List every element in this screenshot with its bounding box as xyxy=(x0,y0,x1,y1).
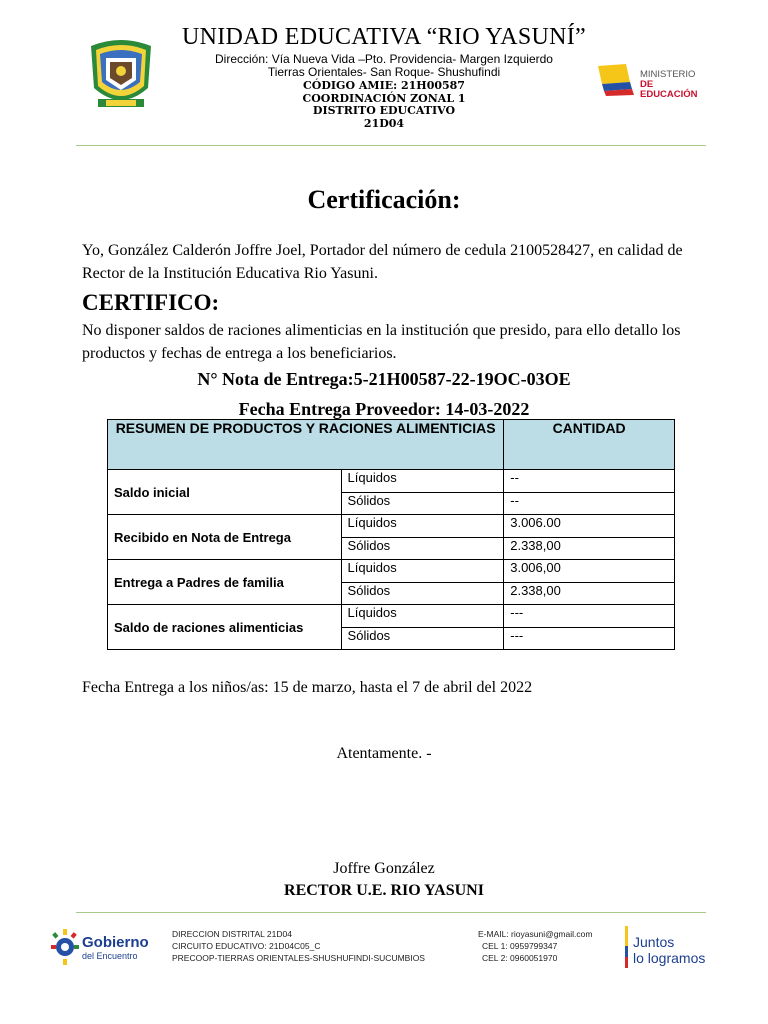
coordination-zone: COORDINACIÓN ZONAL 1 xyxy=(302,92,466,105)
products-header: RESUMEN DE PRODUCTOS Y RACIONES ALIMENTICIAS xyxy=(108,420,504,470)
gobierno-label: Gobierno xyxy=(82,934,149,951)
intro-paragraph: Yo, González Calderón Joffre Joel, Portador del número de cedula 2100528427, en calidad de Rector de la Institución Educativa Rio Yasuni. xyxy=(82,242,683,282)
header-divider xyxy=(76,145,706,146)
solidos-label: Sólidos xyxy=(341,627,504,650)
district-label: DISTRITO EDUCATIVO xyxy=(312,104,456,117)
gobierno-del-encuentro-logo xyxy=(50,925,154,969)
footer-district-info xyxy=(172,928,425,964)
school-crest-logo xyxy=(86,36,156,114)
table-row xyxy=(108,605,675,628)
liquidos-label: Líquidos xyxy=(341,560,504,583)
encuentro-label: del Encuentro xyxy=(82,951,138,961)
footer-circuit: CIRCUITO EDUCATIVO: 21D04C05_C xyxy=(172,941,321,951)
juntos-label: Juntos xyxy=(633,934,675,950)
footer-district: DIRECCION DISTRITAL 21D04 xyxy=(172,929,292,939)
row-group-label: Recibido en Nota de Entrega xyxy=(108,515,342,560)
footer-location: PRECOOP-TIERRAS ORIENTALES-SHUSHUFINDI-SUCUMBIOS xyxy=(172,953,425,963)
district-code: 21D04 xyxy=(363,117,405,130)
solidos-value: 2.338,00 xyxy=(504,537,675,560)
solidos-label: Sólidos xyxy=(341,492,504,515)
delivery-note-number: N° Nota de Entrega:5-21H00587-22-19OC-03OE xyxy=(197,369,571,389)
solidos-value: -- xyxy=(504,492,675,515)
footer-cel-2: CEL 2: 0960051970 xyxy=(482,953,558,963)
signer-title: RECTOR U.E. RIO YASUNI xyxy=(284,882,484,899)
table-row xyxy=(108,560,675,583)
juntos-lo-logramos-logo xyxy=(624,926,724,970)
gobierno-burst-icon xyxy=(50,927,80,967)
statement-paragraph: No disponer saldos de raciones alimenticias en la institución que presido, para ello detallo los productos y fechas de entrega a los beneficiarios. xyxy=(82,322,681,362)
closing-text: Atentamente. - xyxy=(336,745,432,762)
children-delivery-date: Fecha Entrega a los niños/as: 15 de marzo, hasta el 7 de abril del 2022 xyxy=(82,679,533,696)
liquidos-label: Líquidos xyxy=(341,470,504,493)
liquidos-label: Líquidos xyxy=(341,515,504,538)
solidos-value: 2.338,00 xyxy=(504,582,675,605)
liquidos-value: -- xyxy=(504,470,675,493)
certifico-heading: CERTIFICO: xyxy=(82,290,220,315)
ministry-label-1: MINISTERIO xyxy=(640,69,696,80)
table-row xyxy=(108,515,675,538)
liquidos-value: 3.006,00 xyxy=(504,560,675,583)
footer-email: E-MAIL: rioyasuni@gmail.com xyxy=(478,929,593,939)
school-name: UNIDAD EDUCATIVA “RIO YASUNÍ” xyxy=(181,24,586,50)
liquidos-label: Líquidos xyxy=(341,605,504,628)
address-line-1: Dirección: Vía Nueva Vida –Pto. Providencia- Margen Izquierdo xyxy=(215,52,553,66)
footer-contact-info xyxy=(478,928,592,964)
row-group-label: Saldo de raciones alimenticias xyxy=(108,605,342,650)
solidos-label: Sólidos xyxy=(341,537,504,560)
liquidos-value: --- xyxy=(504,605,675,628)
address-line-2: Tierras Orientales- San Roque- Shushufindi xyxy=(267,65,501,79)
signer-name: Joffre González xyxy=(333,860,435,877)
liquidos-value: 3.006.00 xyxy=(504,515,675,538)
quantity-header: CANTIDAD xyxy=(504,420,675,470)
ecuador-flag-icon xyxy=(596,62,636,96)
flag-stripe-icon xyxy=(624,926,630,968)
code-amie: CÓDIGO AMIE: 21H00587 xyxy=(303,79,465,92)
solidos-value: --- xyxy=(504,627,675,650)
row-group-label: Entrega a Padres de familia xyxy=(108,560,342,605)
certification-title: Certificación: xyxy=(307,185,461,214)
footer-divider xyxy=(76,912,706,913)
footer-cel-1: CEL 1: 0959799347 xyxy=(482,941,558,951)
ministry-of-education-logo xyxy=(596,62,712,100)
row-group-label: Saldo inicial xyxy=(108,470,342,515)
logramos-label: lo logramos xyxy=(633,950,706,966)
ministry-label-2: DE EDUCACIÓN xyxy=(640,79,698,100)
solidos-label: Sólidos xyxy=(341,582,504,605)
table-row xyxy=(108,470,675,493)
supplier-delivery-date: Fecha Entrega Proveedor: 14-03-2022 xyxy=(238,399,530,419)
rations-summary-table xyxy=(107,419,675,650)
